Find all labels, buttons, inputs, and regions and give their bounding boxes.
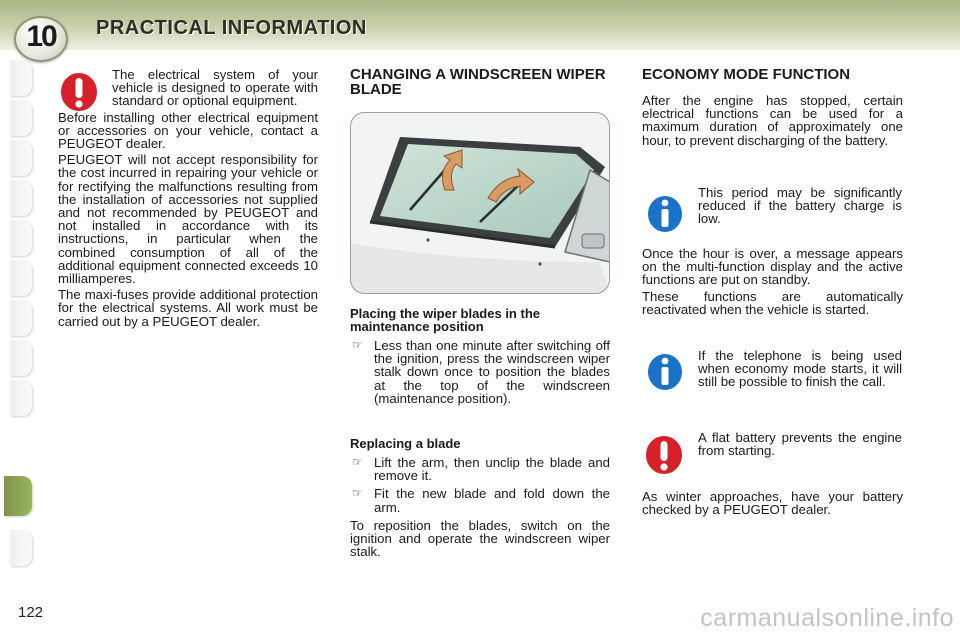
chapter-tab[interactable] [10, 180, 32, 216]
chapter-tab[interactable] [10, 530, 32, 566]
bullet-item [350, 339, 610, 405]
watermark: carmanualsonline.info [700, 604, 954, 632]
exclamation-warning-icon [643, 433, 685, 482]
subheading: Placing the wiper blades in the maintenance position [350, 306, 540, 334]
warning-text: The electrical system of your vehicle is designed to operate with standard or optional equipment. [112, 67, 318, 109]
paragraph: The maxi-fuses provide additional protection for the electrical systems. All work must be carried out by a PEUGEOT dealer. [58, 287, 318, 329]
pointing-hand-icon: ☞ [352, 338, 363, 352]
middle-column-body [350, 307, 610, 558]
paragraph: To reposition the blades, switch on the ignition and operate the windscreen wiper stalk. [350, 517, 610, 560]
chapter-tab[interactable] [10, 140, 32, 176]
right-column-footer [642, 490, 903, 516]
paragraph: PEUGEOT will not accept responsibility for the cost incurred in repairing your vehicle or for rectifying the malfunctions resulting from the installation of accessories not supplied and not recommended by PEUGEOT and not installed in accordance with its instructions, in particular when the combined consumption of all of the additional equipment connected exceeds 10 milliamperes. [58, 152, 318, 287]
bullet-text: Fit the new blade and fold down the arm. [374, 486, 610, 515]
info-icon [645, 193, 685, 240]
paragraph: After the engine has stopped, certain electrical functions can be used for a maximum duration of approximately one hour, to prevent discharging of the battery. [642, 93, 903, 148]
pointing-hand-icon: ☞ [352, 486, 363, 501]
windscreen-wiper-illustration [350, 112, 610, 299]
paragraph: Before installing other electrical equipment or accessories on your vehicle, contact a PEUGEOT dealer. [58, 109, 318, 152]
info-icon [645, 351, 685, 398]
paragraph: Once the hour is over, a message appears on the multi-function display and the active functions are put on standby. [642, 246, 903, 288]
bullet-item [350, 456, 610, 482]
page-title: PRACTICAL INFORMATION [96, 17, 367, 39]
info-text: This period may be significantly reduced if the battery charge is low. [698, 185, 902, 227]
chapter-tabs [0, 60, 34, 580]
chapter-tab[interactable] [10, 380, 32, 416]
chapter-badge [14, 16, 68, 62]
chapter-tab[interactable] [10, 260, 32, 296]
chapter-tab[interactable] [10, 340, 32, 376]
right-column-body [642, 247, 903, 316]
section-heading: ECONOMY MODE FUNCTION [642, 66, 851, 83]
chapter-number: 10 [26, 20, 56, 53]
bullet-item [350, 487, 610, 513]
section-heading: CHANGING A WINDSCREEN WIPER BLADE [350, 66, 606, 98]
middle-column [350, 67, 610, 97]
right-column [642, 67, 903, 147]
warning-text: A flat battery prevents the engine from starting. [698, 430, 902, 459]
left-column [58, 68, 318, 328]
paragraph: These functions are automatically reactivated when the vehicle is started. [642, 288, 903, 317]
subheading: Replacing a blade [350, 436, 461, 452]
chapter-tab-active[interactable] [4, 476, 32, 516]
chapter-tab[interactable] [10, 60, 32, 96]
info-text: If the telephone is being used when economy mode starts, it will still be possible to finish the call. [698, 348, 902, 390]
page-number: 122 [18, 604, 44, 621]
bullet-text: Less than one minute after switching off the ignition, press the windscreen wiper stalk down once to position the blades at the top of the windscreen (maintenance position). [374, 338, 610, 406]
paragraph: As winter approaches, have your battery checked by a PEUGEOT dealer. [642, 489, 903, 518]
chapter-tab[interactable] [10, 220, 32, 256]
chapter-tab[interactable] [10, 100, 32, 136]
pointing-hand-icon: ☞ [352, 455, 363, 470]
bullet-text: Lift the arm, then unclip the blade and remove it. [374, 455, 610, 484]
chapter-tab[interactable] [10, 300, 32, 336]
